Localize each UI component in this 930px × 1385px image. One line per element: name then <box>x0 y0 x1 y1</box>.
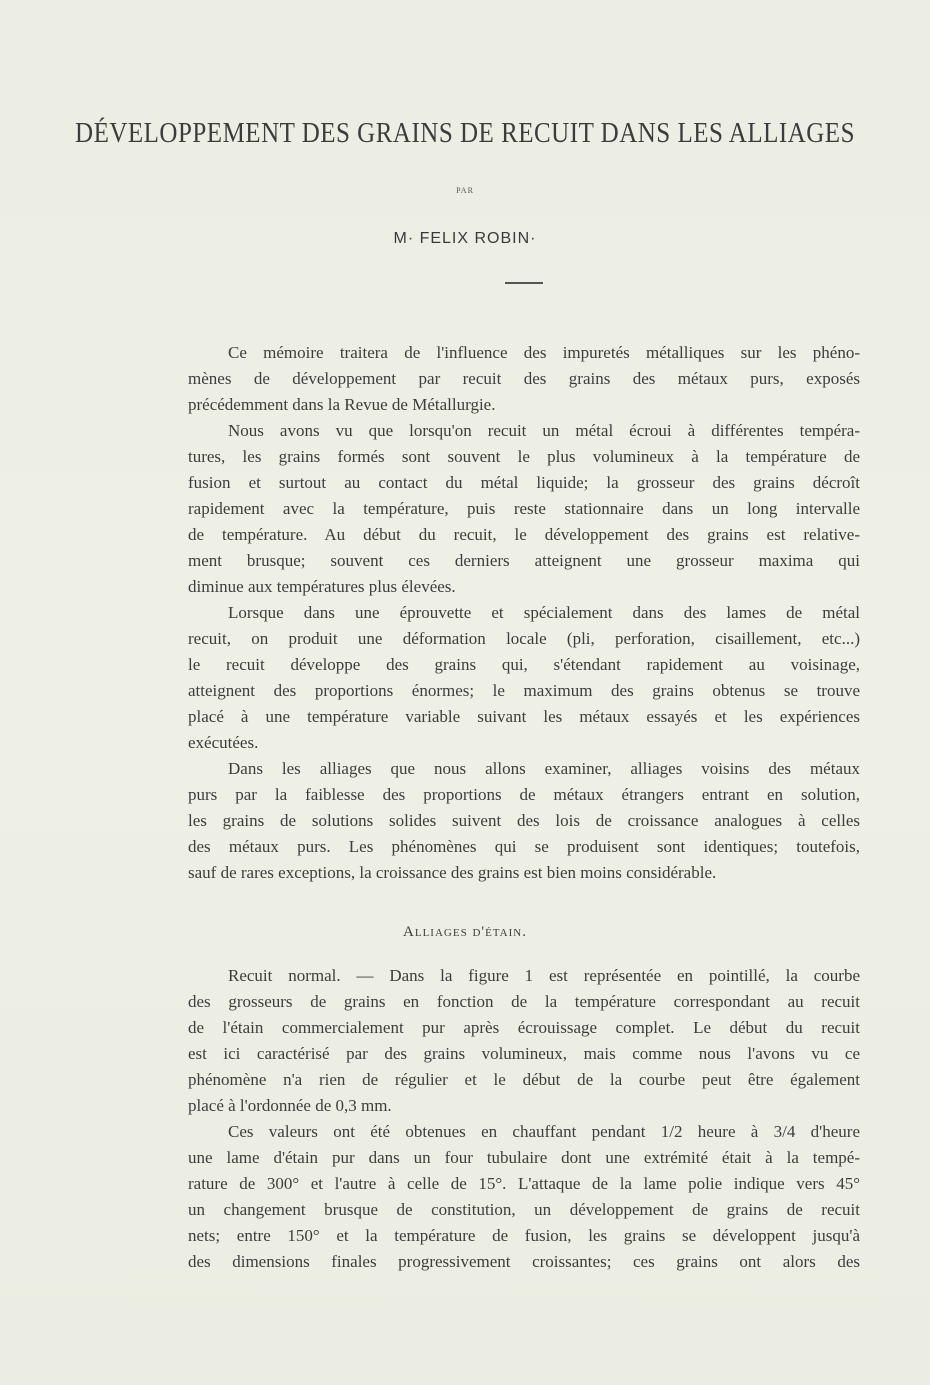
text-line: de température. Au début du recuit, le développement des grains est relative- <box>188 525 860 544</box>
paper-title: DÉVELOPPEMENT DES GRAINS DE RECUIT DANS LES ALLIAGES <box>75 118 855 150</box>
text-line: rapidement avec la température, puis reste stationnaire dans un long intervalle <box>188 499 860 518</box>
text-line: atteignent des proportions énormes; le maximum des grains obtenus se trouve <box>188 681 860 700</box>
section-heading: Alliages d'étain. <box>403 924 527 940</box>
text-line: une lame d'étain pur dans un four tubulaire dont une extrémité était à la tempé- <box>188 1148 860 1167</box>
text-line: purs par la faiblesse des proportions de métaux étrangers entrant en solution, <box>188 785 860 804</box>
text-line: placé à l'ordonnée de 0,3 mm. <box>188 1096 392 1115</box>
text-line: Dans les alliages que nous allons examiner, alliages voisins des métaux <box>228 759 860 778</box>
section-paragraphs <box>188 963 860 1275</box>
byline-par: PAR <box>456 186 474 195</box>
text-line: des grosseurs de grains en fonction de la température correspondant au recuit <box>188 992 860 1011</box>
text-line: placé à une température variable suivant les métaux essayés et les expériences <box>188 707 860 726</box>
text-line: précédemment dans la Revue de Métallurgie. <box>188 395 496 414</box>
text-line: ment brusque; souvent ces derniers atteignent une grosseur maxima qui <box>188 551 860 570</box>
text-line: Recuit normal. — Dans la figure 1 est représentée en pointillé, la courbe <box>228 966 860 985</box>
text-line: Ces valeurs ont été obtenues en chauffant pendant 1/2 heure à 3/4 d'heure <box>228 1122 860 1141</box>
text-line: des métaux purs. Les phénomènes qui se produisent sont identiques; toutefois, <box>188 837 860 856</box>
text-line: exécutées. <box>188 733 259 752</box>
title-divider <box>505 282 543 284</box>
text-line: nets; entre 150° et la température de fusion, les grains se développent jusqu'à <box>188 1226 860 1245</box>
text-line: recuit, on produit une déformation locale (pli, perforation, cisaillement, etc...) <box>188 629 860 648</box>
text-line: mènes de développement par recuit des grains des métaux purs, exposés <box>188 369 860 388</box>
text-line: tures, les grains formés sont souvent le plus volumineux à la température de <box>188 447 860 466</box>
intro-paragraphs <box>188 340 860 886</box>
text-line: sauf de rares exceptions, la croissance des grains est bien moins considérable. <box>188 863 717 882</box>
text-line: de l'étain commercialement pur après écrouissage complet. Le début du recuit <box>188 1018 860 1037</box>
text-line: Lorsque dans une éprouvette et spécialement dans des lames de métal <box>228 603 860 622</box>
author-name: M· FELIX ROBIN· <box>393 230 537 247</box>
text-line: Ce mémoire traitera de l'influence des impuretés métalliques sur les phéno- <box>228 343 860 362</box>
text-line: un changement brusque de constitution, un développement de grains de recuit <box>188 1200 860 1219</box>
text-line: Nous avons vu que lorsqu'on recuit un métal écroui à différentes tempéra- <box>228 421 860 440</box>
text-line: les grains de solutions solides suivent des lois de croissance analogues à celles <box>188 811 860 830</box>
text-line: des dimensions finales progressivement croissantes; ces grains ont alors des <box>188 1252 860 1271</box>
text-line: diminue aux températures plus élevées. <box>188 577 456 596</box>
text-line: est ici caractérisé par des grains volumineux, mais comme nous l'avons vu ce <box>188 1044 860 1063</box>
text-line: rature de 300° et l'autre à celle de 15°. L'attaque de la lame polie indique vers 45° <box>188 1174 860 1193</box>
text-line: le recuit développe des grains qui, s'étendant rapidement au voisinage, <box>188 655 860 674</box>
text-line: fusion et surtout au contact du métal liquide; la grosseur des grains décroît <box>188 473 860 492</box>
text-line: phénomène n'a rien de régulier et le début de la courbe peut être également <box>188 1070 860 1089</box>
